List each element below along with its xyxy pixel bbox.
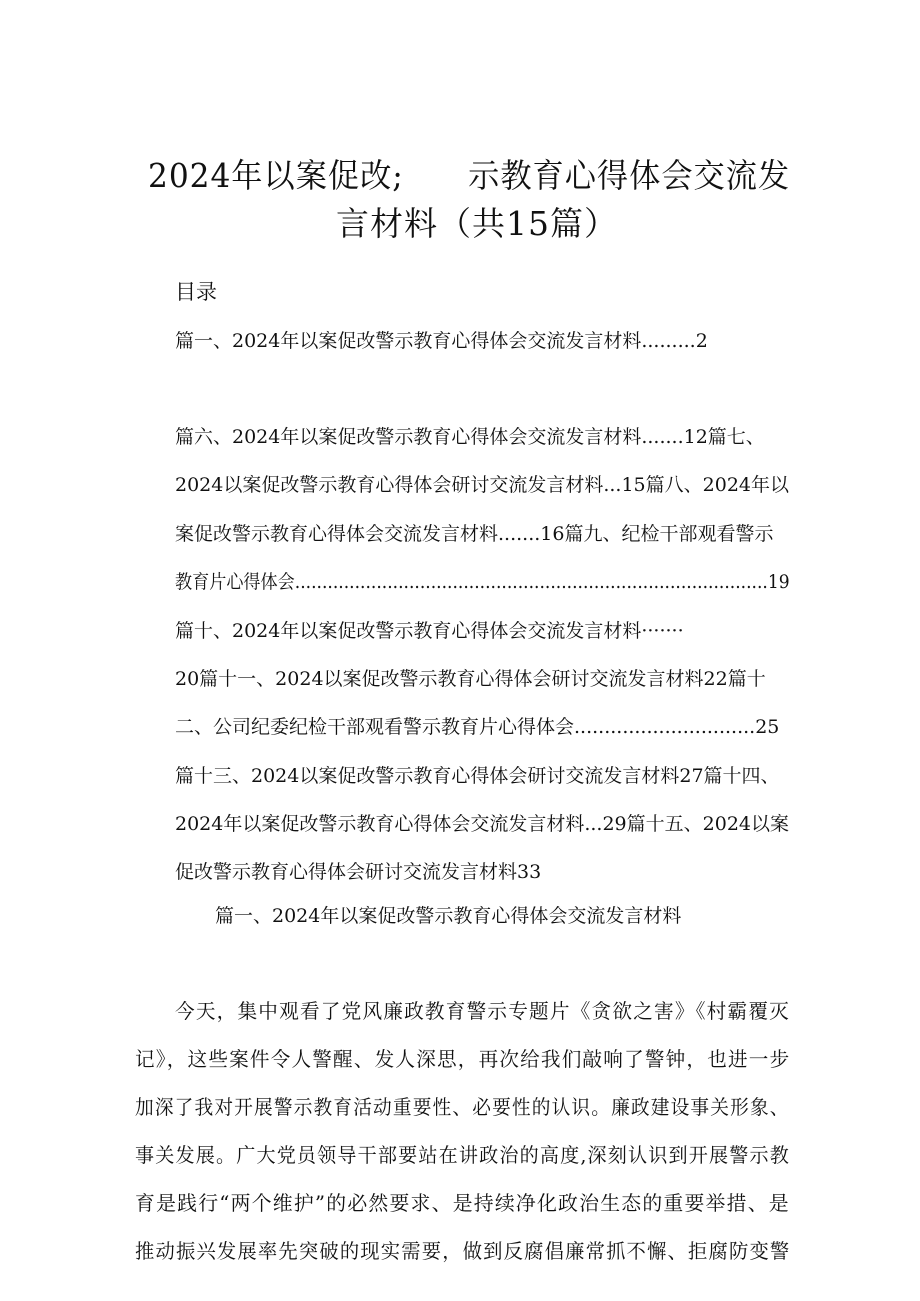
body-text-line: 记》，这些案件令人警醒、发人深思，再次给我们敲响了警钟，也进一步 xyxy=(135,1047,791,1071)
body-text-line: 事关发展。广大党员领导干部要站在讲政治的高度,深刻认识到开展警示教 xyxy=(135,1143,790,1167)
toc-entry-10[interactable]: 篇十、2024年以案促改警示教育心得体会交流发言材料······· xyxy=(175,620,684,642)
toc-line[interactable]: 2024以案促改警示教育心得体会研讨交流发言材料...15篇八、2024年以 xyxy=(175,474,790,496)
toc-line[interactable]: 案促改警示教育心得体会交流发言材料.......16篇九、纪检干部观看警示 xyxy=(175,523,774,545)
body-text-line: 推动振兴发展率先突破的现实需要，做到反腐倡廉常抓不懈、拒腐防变警 xyxy=(135,1239,791,1263)
toc-entry-13[interactable]: 篇十三、2024以案促改警示教育心得体会研讨交流发言材料27篇十四、 xyxy=(175,765,780,787)
toc-line[interactable]: 2024年以案促改警示教育心得体会交流发言材料...29篇十五、2024以案 xyxy=(175,813,790,835)
toc-line[interactable]: 促改警示教育心得体会研讨交流发言材料33 xyxy=(175,861,542,883)
body-text-line: 加深了我对开展警示教育活动重要性、必要性的认识。廉政建设事关形象、 xyxy=(135,1095,790,1119)
toc-line[interactable]: 二、公司纪委纪检干部观看警示教育片心得体会..............................25 xyxy=(175,716,780,738)
document-title-line-2: 言材料（共15篇） xyxy=(336,204,618,243)
toc-line[interactable]: 20篇十一、2024以案促改警示教育心得体会研讨交流发言材料22篇十 xyxy=(175,668,766,690)
toc-entry-6[interactable]: 篇六、2024年以案促改警示教育心得体会交流发言材料.......12篇七、 xyxy=(175,426,765,448)
body-text-line: 育是践行“两个维护”的必然要求、是持续净化政治生态的重要举措、是 xyxy=(135,1191,790,1215)
toc-heading: 目录 xyxy=(175,280,217,304)
article-heading: 篇一、2024年以案促改警示教育心得体会交流发言材料 xyxy=(215,905,682,927)
document-title-line-1: 2024年以案促改; 示教育心得体会交流发 xyxy=(148,156,791,195)
body-text-line: 今天，集中观看了党风廉政教育警示专题片《贪欲之害》《村霸覆灭 xyxy=(175,999,790,1023)
toc-entry-1[interactable]: 篇一、2024年以案促改警示教育心得体会交流发言材料.........2 xyxy=(175,330,708,352)
toc-line[interactable]: 教育片心得体会.......................................................................................19 xyxy=(175,571,790,593)
